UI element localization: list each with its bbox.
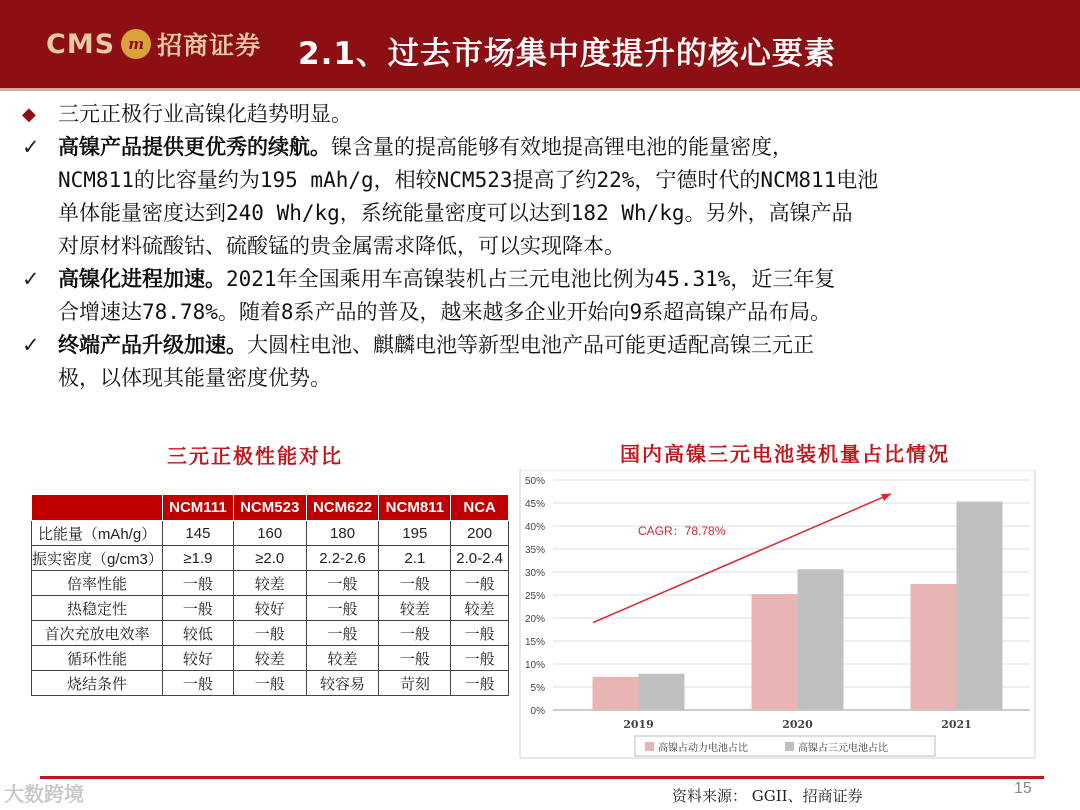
table-cell: 一般 xyxy=(379,621,451,646)
table-row xyxy=(32,546,509,571)
table-cell: 2.1 xyxy=(379,546,451,571)
table-cell: 一般 xyxy=(163,671,234,696)
x-tick-label: 2019 xyxy=(623,718,654,731)
table-title: 三元正极性能对比 xyxy=(167,444,343,468)
bullet-3-line-2: 极，以体现其能量密度优势。 xyxy=(58,366,331,390)
bullet-1-line-2: NCM811的比容量约为195 mAh/g，相较NCM523提高了约22%，宁德时代的NCM811电池 xyxy=(58,168,879,192)
table-cell: 一般 xyxy=(306,571,379,596)
table-cell: 195 xyxy=(379,521,451,546)
table-cell: 一般 xyxy=(451,671,509,696)
y-tick-label: 35% xyxy=(524,545,545,556)
table-row xyxy=(32,646,509,671)
bar-2019-series-0 xyxy=(593,677,639,710)
bullet-list xyxy=(22,98,1062,395)
table-cell: 一般 xyxy=(451,621,509,646)
y-tick-label: 40% xyxy=(524,522,545,533)
cagr-annotation: CAGR：78.78% xyxy=(638,524,726,539)
bar-2021-series-0 xyxy=(911,584,957,710)
table-header-cell: NCA xyxy=(451,495,509,521)
table-cell: 较容易 xyxy=(306,671,379,696)
table-row-label: 倍率性能 xyxy=(32,571,163,596)
table-cell: 较好 xyxy=(233,596,306,621)
table-cell: 160 xyxy=(233,521,306,546)
table-row-label: 烧结条件 xyxy=(32,671,163,696)
table-header-cell: NCM811 xyxy=(379,495,451,521)
table-cell: 较好 xyxy=(163,646,234,671)
y-tick-label: 30% xyxy=(524,568,545,579)
table-cell: 2.2-2.6 xyxy=(306,546,379,571)
x-tick-label: 2020 xyxy=(782,718,813,731)
y-tick-label: 5% xyxy=(530,683,545,694)
bullet-item-2 xyxy=(22,263,1062,329)
footer-divider xyxy=(40,776,1044,779)
performance-table xyxy=(31,494,509,696)
table-cell: 一般 xyxy=(233,671,306,696)
table-cell: 一般 xyxy=(163,596,234,621)
table-cell: 苛刻 xyxy=(379,671,451,696)
table-cell: 180 xyxy=(306,521,379,546)
table-header-cell: NCM622 xyxy=(306,495,379,521)
bullet-intro xyxy=(22,98,1062,131)
table-cell: 一般 xyxy=(379,646,451,671)
bullet-2-line-1: 2021年全国乘用车高镍装机占三元电池比例为45.31%，近三年复 xyxy=(226,267,836,291)
table-cell: 一般 xyxy=(233,621,306,646)
bar-2021-series-1 xyxy=(957,502,1003,710)
check-icon: ✓ xyxy=(22,135,40,159)
table-cell: 一般 xyxy=(306,596,379,621)
table-cell: 较差 xyxy=(379,596,451,621)
logo-cn-text: 招商证券 xyxy=(157,31,262,60)
table-row-label: 热稳定性 xyxy=(32,596,163,621)
legend-swatch xyxy=(785,742,794,751)
table-header-cell xyxy=(32,495,163,521)
bullet-3-line-1: 大圆柱电池、麒麟电池等新型电池产品可能更适配高镍三元正 xyxy=(247,333,814,357)
y-tick-label: 10% xyxy=(524,660,545,671)
table-cell: 较差 xyxy=(306,646,379,671)
table-cell: 一般 xyxy=(379,571,451,596)
bullet-1-line-4: 对原材料硫酸钴、硫酸锰的贵金属需求降低，可以实现降本。 xyxy=(58,234,625,258)
table-row xyxy=(32,596,509,621)
logo-emblem-icon: m xyxy=(121,29,151,59)
bullet-2-heading: 高镍化进程加速。 xyxy=(58,267,226,291)
check-icon: ✓ xyxy=(22,333,40,357)
table-cell: 一般 xyxy=(163,571,234,596)
table-cell: 一般 xyxy=(451,646,509,671)
check-icon: ✓ xyxy=(22,267,40,291)
table-cell: 较差 xyxy=(233,646,306,671)
table-row xyxy=(32,521,509,546)
bar-2020-series-1 xyxy=(798,569,844,710)
table-cell: ≥1.9 xyxy=(163,546,234,571)
legend-swatch xyxy=(645,742,654,751)
table-cell: 一般 xyxy=(451,571,509,596)
table-header-row xyxy=(32,495,509,521)
y-tick-label: 25% xyxy=(524,591,545,602)
bullet-2-line-2: 合增速达78.78%。随着8系产品的普及，越来越多企业开始向9系超高镍产品布局。 xyxy=(58,300,832,324)
bullet-item-3 xyxy=(22,329,1062,395)
table-row-label: 比能量（mAh/g） xyxy=(32,521,163,546)
trend-arrow-line xyxy=(593,494,891,623)
table-cell: 一般 xyxy=(306,621,379,646)
legend-label: 高镍占动力电池占比 xyxy=(658,743,748,754)
table-cell: 较差 xyxy=(233,571,306,596)
table-header-cell: NCM111 xyxy=(163,495,234,521)
table-row xyxy=(32,621,509,646)
table-row-label: 循环性能 xyxy=(32,646,163,671)
watermark: 大数跨境 xyxy=(4,782,84,806)
table-header-cell: NCM523 xyxy=(233,495,306,521)
bullet-item-1 xyxy=(22,131,1062,263)
table-cell: 较低 xyxy=(163,621,234,646)
company-logo xyxy=(46,26,261,62)
bullet-1-heading: 高镍产品提供更优秀的续航。 xyxy=(58,135,331,159)
diamond-bullet-icon: ◆ xyxy=(22,104,36,125)
table-row-label: 振实密度（g/cm3） xyxy=(32,546,163,571)
table-row xyxy=(32,671,509,696)
slide-title: 2.1、过去市场集中度提升的核心要素 xyxy=(298,36,836,72)
bar-2020-series-0 xyxy=(752,594,798,710)
y-tick-label: 50% xyxy=(524,476,545,487)
table-cell: 2.0-2.4 xyxy=(451,546,509,571)
source-note: 资料来源： GGII、招商证券 xyxy=(672,787,863,805)
table-cell: 较差 xyxy=(451,596,509,621)
page-number: 15 xyxy=(1014,780,1032,797)
header-divider xyxy=(0,88,1080,91)
y-tick-label: 15% xyxy=(524,637,545,648)
logo-cms-text: CMS xyxy=(46,28,116,60)
bullet-1-line-1: 镍含量的提高能够有效地提高锂电池的能量密度， xyxy=(331,135,793,159)
table-cell: ≥2.0 xyxy=(233,546,306,571)
table-row xyxy=(32,571,509,596)
bullet-3-heading: 终端产品升级加速。 xyxy=(58,333,247,357)
bar-chart xyxy=(515,470,1040,762)
y-tick-label: 0% xyxy=(530,706,545,717)
bullet-1-line-3: 单体能量密度达到240 Wh/kg，系统能量密度可以达到182 Wh/kg。另外，高镍产品 xyxy=(58,201,853,225)
table-cell: 145 xyxy=(163,521,234,546)
legend-label: 高镍占三元电池占比 xyxy=(798,743,888,754)
table-cell: 200 xyxy=(451,521,509,546)
y-tick-label: 20% xyxy=(524,614,545,625)
bullet-intro-text: 三元正极行业高镍化趋势明显。 xyxy=(58,102,352,126)
y-tick-label: 45% xyxy=(524,499,545,510)
x-tick-label: 2021 xyxy=(941,718,972,731)
table-row-label: 首次充放电效率 xyxy=(32,621,163,646)
chart-title: 国内高镍三元电池装机量占比情况 xyxy=(620,442,950,466)
bar-2019-series-1 xyxy=(639,674,685,710)
